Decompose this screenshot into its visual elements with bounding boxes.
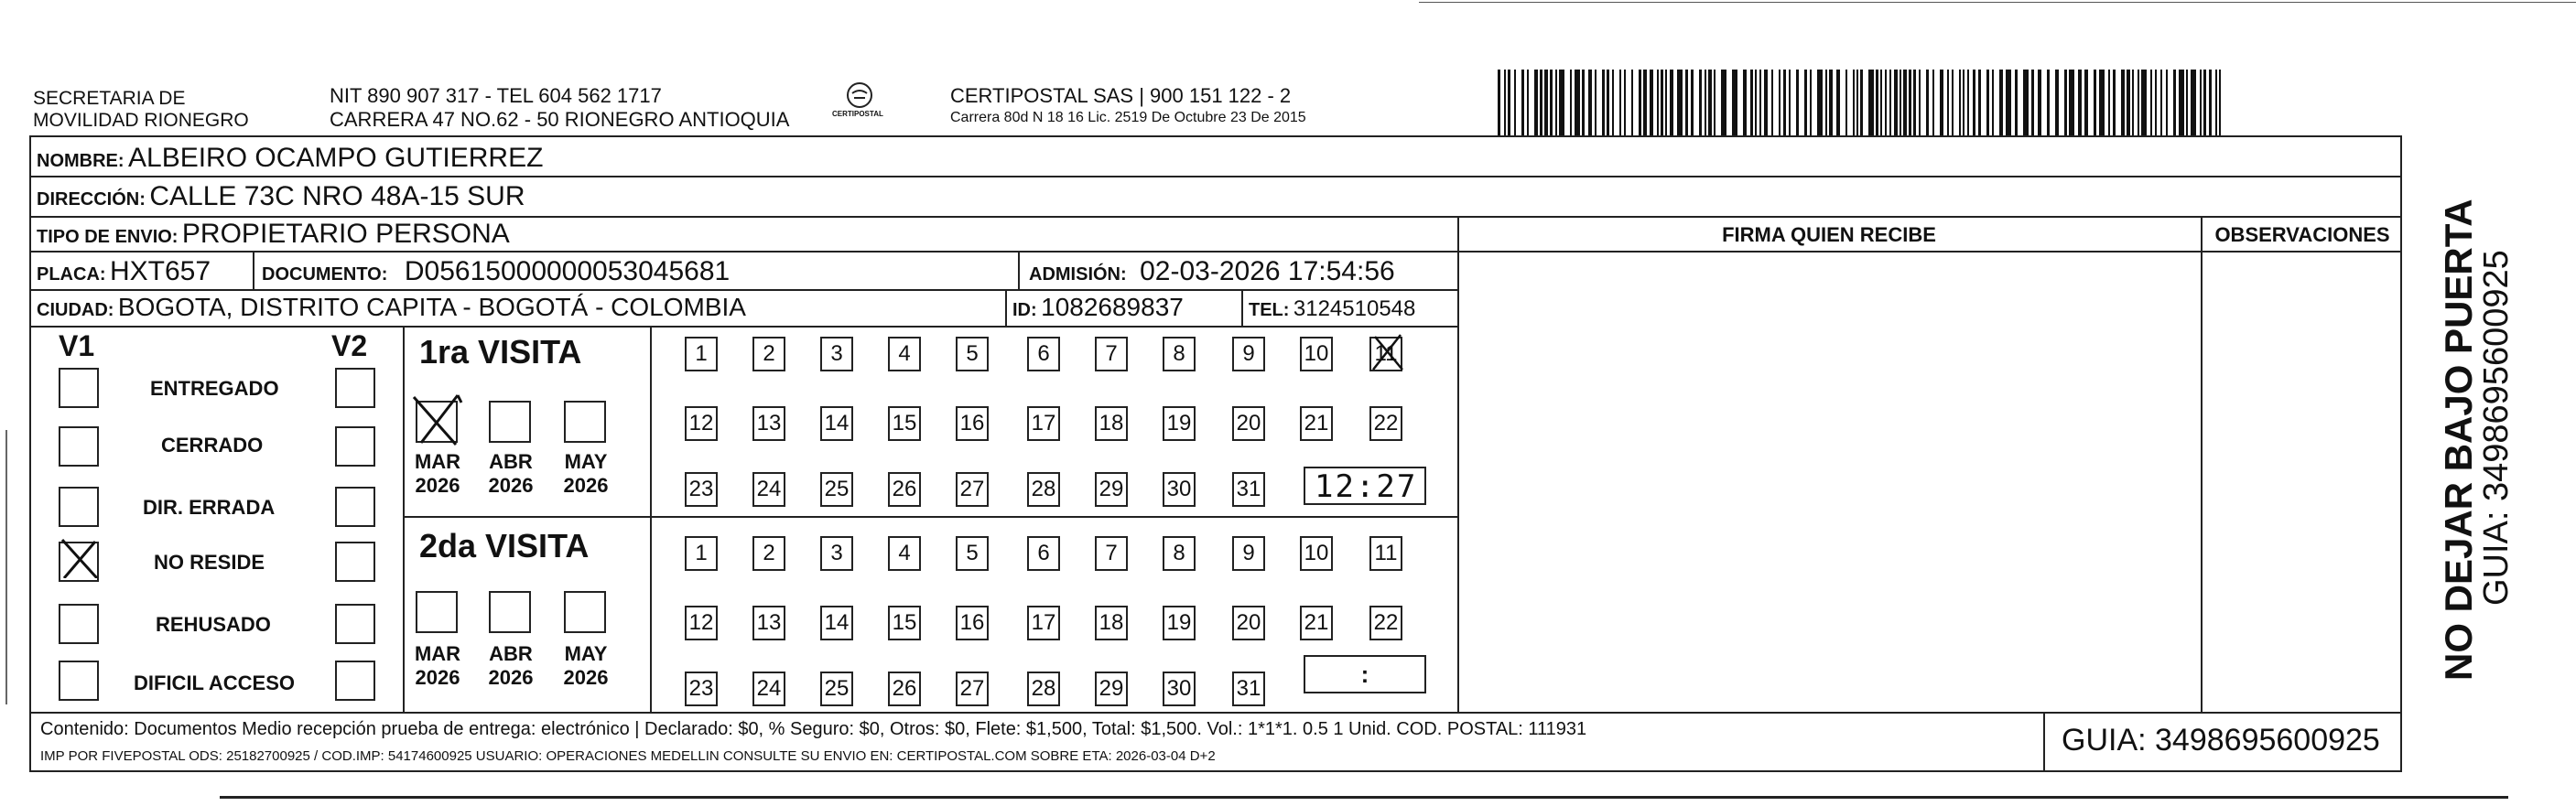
- direccion-value: CALLE 73C NRO 48A-15 SUR: [149, 181, 525, 211]
- barcode-bar: [2209, 70, 2212, 135]
- barcode-bar: [1544, 70, 1548, 135]
- barcode-bar: [1650, 70, 1653, 135]
- first-visit-day-25[interactable]: 25: [820, 472, 853, 507]
- second-visit-day-10[interactable]: 10: [1300, 536, 1333, 571]
- first-visit-day-18[interactable]: 18: [1095, 406, 1128, 441]
- barcode-bar: [2219, 70, 2221, 135]
- barcode-bar: [1540, 70, 1542, 135]
- second-visit-day-31[interactable]: 31: [1232, 672, 1265, 706]
- nombre-label: NOMBRE:: [37, 151, 124, 171]
- certipostal-logo: [828, 81, 891, 126]
- second-visit-day-26[interactable]: 26: [888, 672, 921, 706]
- month-label: ABR: [489, 642, 533, 665]
- col-divider: [1457, 216, 1459, 712]
- second-visit-day-18[interactable]: 18: [1095, 606, 1128, 640]
- barcode-bar: [2038, 70, 2041, 135]
- tipo-envio-field: [37, 219, 510, 250]
- placa-field: [37, 256, 211, 287]
- row-divider: [29, 712, 2402, 714]
- col-divider: [1241, 289, 1243, 326]
- barcode-bar: [2099, 70, 2105, 135]
- ciudad-label: CIUDAD:: [37, 300, 114, 320]
- barcode-bar: [1714, 70, 1716, 135]
- documento-label: DOCUMENTO:: [262, 264, 388, 285]
- second-visit-day-21[interactable]: 21: [1300, 606, 1333, 640]
- barcode-bar: [1919, 70, 1921, 135]
- second-visit-day-25[interactable]: 25: [820, 672, 853, 706]
- second-visit-month-mar-box[interactable]: [416, 591, 458, 633]
- barcode-bar: [1721, 70, 1726, 135]
- barcode-bar: [1498, 70, 1500, 135]
- second-visit-day-7[interactable]: 7: [1095, 536, 1128, 571]
- barcode-bar: [1624, 70, 1626, 135]
- first-visit-month-mar-box[interactable]: [416, 401, 458, 443]
- barcode-bar: [1508, 70, 1510, 135]
- col-divider: [2043, 712, 2045, 772]
- barcode-bar: [2113, 70, 2116, 135]
- barcode-bar: [2064, 70, 2067, 135]
- barcode-bar: [1743, 70, 1747, 135]
- barcode-bar: [1903, 70, 1907, 135]
- tipo-envio-label: TIPO DE ENVIO:: [37, 227, 179, 247]
- documento-value: D05615000000053045681: [404, 256, 731, 286]
- v1-label: V1: [59, 329, 95, 362]
- barcode-bar: [2084, 70, 2088, 135]
- barcode-bar: [1909, 70, 1911, 135]
- barcode-bar: [1853, 70, 1855, 135]
- barcode-bar: [1639, 70, 1641, 135]
- barcode-bar: [2138, 70, 2139, 135]
- first-visit-day-20[interactable]: 20: [1232, 406, 1265, 441]
- barcode-bar: [1559, 70, 1564, 135]
- footer-content-line: Contenido: Documentos Medio recepción prueba de entrega: electrónico | Declarado: $0, % Seguro: $0, Otros: $0, Flete: $1,500, Total: $1,500. Vol.: 1*1*1. 0.5 1 Unid. COD. POSTAL: 111931: [40, 719, 1587, 739]
- first-visit-month-abr: [485, 450, 536, 498]
- second-visit-day-15[interactable]: 15: [888, 606, 921, 640]
- second-visit-month-abr-box[interactable]: [489, 591, 531, 633]
- month-label: MAR: [414, 642, 461, 665]
- scan-edge-line: [1419, 2, 2576, 3]
- scan-edge-line: [220, 796, 2508, 799]
- first-visit-day-13[interactable]: 13: [752, 406, 785, 441]
- first-visit-day-1[interactable]: 1: [685, 337, 718, 371]
- barcode-bar: [2179, 70, 2184, 135]
- placa-value: HXT657: [110, 256, 211, 286]
- barcode-bar: [1677, 70, 1683, 135]
- second-visit-day-9[interactable]: 9: [1232, 536, 1265, 571]
- barcode-bar: [1685, 70, 1688, 135]
- v1-checkbox-entregado[interactable]: [59, 368, 99, 408]
- first-visit-day-17[interactable]: 17: [1027, 406, 1060, 441]
- status-dir-errada: DIR. ERRADA: [143, 496, 276, 519]
- second-visit-day-22[interactable]: 22: [1369, 606, 1402, 640]
- month-label: MAY: [564, 450, 608, 473]
- barcode-bar: [1880, 70, 1882, 135]
- v2-label: V2: [331, 329, 368, 362]
- second-visit-day-13[interactable]: 13: [752, 606, 785, 640]
- first-visit-day-27[interactable]: 27: [956, 472, 989, 507]
- first-visit-day-30[interactable]: 30: [1163, 472, 1196, 507]
- barcode-bar: [1986, 70, 1989, 135]
- barcode-bar: [2155, 70, 2157, 135]
- footer-imp-line: IMP POR FIVEPOSTAL ODS: 25182700925 / COD.IMP: 54174600925 USUARIO: OPERACIONES MEDELLIN CONSULTE SU ENVIO EN: CERTIPOSTAL.COM SOBRE ETA: 2026-03-04 D+2: [40, 748, 1216, 764]
- barcode-bar: [1894, 70, 1898, 135]
- second-visit-day-17[interactable]: 17: [1027, 606, 1060, 640]
- barcode-bar: [1588, 70, 1592, 135]
- first-visit-day-14[interactable]: 14: [820, 406, 853, 441]
- tel-field: [1249, 296, 1415, 322]
- barcode-bar: [1527, 70, 1529, 135]
- first-visit-day-26[interactable]: 26: [888, 472, 921, 507]
- barcode-bar: [1661, 70, 1663, 135]
- second-visit-day-28[interactable]: 28: [1027, 672, 1060, 706]
- barcode-bar: [1932, 70, 1934, 135]
- barcode-bar: [1504, 70, 1506, 135]
- documento-field: [262, 256, 730, 287]
- barcode-bar: [1705, 70, 1706, 135]
- second-visit-day-20[interactable]: 20: [1232, 606, 1265, 640]
- barcode-bar: [1612, 70, 1614, 135]
- barcode-bar: [1856, 70, 1858, 135]
- barcode-bar: [1582, 70, 1585, 135]
- placa-label: PLACA:: [37, 264, 106, 285]
- barcode-bar: [1764, 70, 1768, 135]
- barcode: [1498, 70, 2226, 135]
- barcode-bar: [1602, 70, 1605, 135]
- row-divider: [29, 176, 2402, 177]
- barcode-bar: [2015, 70, 2018, 135]
- barcode-bar: [1900, 70, 1901, 135]
- barcode-bar: [1691, 70, 1694, 135]
- barcode-bar: [1619, 70, 1621, 135]
- year-label: 2026: [415, 474, 460, 497]
- second-visit-day-14[interactable]: 14: [820, 606, 853, 640]
- barcode-bar: [1759, 70, 1761, 135]
- second-visit-day-11[interactable]: 11: [1369, 536, 1402, 571]
- v2-checkbox-entregado[interactable]: [335, 368, 375, 408]
- col-divider: [1005, 289, 1007, 326]
- barcode-bar: [2203, 70, 2206, 135]
- barcode-bar: [2150, 70, 2152, 135]
- col-divider: [2201, 216, 2203, 712]
- barcode-bar: [2141, 70, 2147, 135]
- first-visit-time-box[interactable]: [1304, 467, 1426, 505]
- address-line: CARRERA 47 NO.62 - 50 RIONEGRO ANTIOQUIA: [330, 108, 790, 131]
- second-visit-day-19[interactable]: 19: [1163, 606, 1196, 640]
- first-visit-day-7[interactable]: 7: [1095, 337, 1128, 371]
- id-field: [1012, 293, 1184, 322]
- barcode-bar: [1550, 70, 1553, 135]
- status-entregado: ENTREGADO: [150, 377, 279, 400]
- month-label: MAR: [414, 450, 461, 473]
- first-visit-day-4[interactable]: 4: [888, 337, 921, 371]
- barcode-bar: [2191, 70, 2196, 135]
- no-dejar-bajo-puerta-text: NO DEJAR BAJO PUERTA: [2437, 199, 2480, 681]
- barcode-bar: [1829, 70, 1833, 135]
- barcode-bar: [2047, 70, 2050, 135]
- col-divider: [1018, 251, 1020, 289]
- barcode-bar: [2166, 70, 2168, 135]
- barcode-bar: [2094, 70, 2096, 135]
- scan-edge-line: [5, 430, 7, 704]
- tel-value: 3124510548: [1293, 296, 1416, 321]
- year-label: 2026: [488, 474, 534, 497]
- barcode-bar: [2186, 70, 2188, 135]
- barcode-bar: [1534, 70, 1538, 135]
- first-visit-month-mar: [412, 450, 463, 498]
- year-label: 2026: [563, 666, 609, 689]
- id-value: 1082689837: [1041, 293, 1184, 321]
- second-visit-day-16[interactable]: 16: [956, 606, 989, 640]
- tel-label: TEL:: [1249, 300, 1290, 320]
- status-dificil-acceso: DIFICIL ACCESO: [134, 672, 296, 694]
- second-visit-month-mar: [412, 642, 463, 690]
- org-line-1: SECRETARIA DE: [33, 88, 186, 109]
- v1-checkbox-cerrado[interactable]: [59, 426, 99, 467]
- barcode-bar: [1699, 70, 1702, 135]
- first-visit-title: 1ra VISITA: [419, 333, 582, 371]
- company-line: CERTIPOSTAL SAS | 900 151 122 - 2: [950, 84, 1292, 107]
- row-divider: [403, 516, 1457, 518]
- checked-x-mark: [410, 392, 465, 446]
- ciudad-field: [37, 293, 746, 322]
- second-visit-day-27[interactable]: 27: [956, 672, 989, 706]
- v2-checkbox-rehusado[interactable]: [335, 604, 375, 644]
- logo-text: CERTIPOSTAL: [832, 110, 883, 118]
- status-cerrado: CERRADO: [161, 434, 264, 457]
- second-visit-day-1[interactable]: 1: [685, 536, 718, 571]
- ciudad-value: BOGOTA, DISTRITO CAPITA - BOGOTÁ - COLOMBIA: [117, 293, 746, 321]
- barcode-bar: [1771, 70, 1773, 135]
- barcode-bar: [1750, 70, 1753, 135]
- row-divider: [29, 216, 2402, 218]
- second-visit-day-30[interactable]: 30: [1163, 672, 1196, 706]
- barcode-bar: [1595, 70, 1596, 135]
- barcode-bar: [2173, 70, 2176, 135]
- second-visit-month-abr: [485, 642, 536, 690]
- barcode-bar: [2006, 70, 2011, 135]
- barcode-bar: [1845, 70, 1847, 135]
- footer-guia: GUIA: 3498695600925: [2062, 723, 2380, 758]
- barcode-bar: [1825, 70, 1827, 135]
- v2-checkbox-dir-errada[interactable]: [335, 487, 375, 527]
- barcode-bar: [1876, 70, 1878, 135]
- license-line: Carrera 80d N 18 16 Lic. 2519 De Octubre 23 De 2015: [950, 110, 1306, 125]
- firma-header: FIRMA QUIEN RECIBE: [1722, 223, 1936, 246]
- barcode-bar: [1789, 70, 1791, 135]
- barcode-bar: [2078, 70, 2082, 135]
- barcode-bar: [1963, 70, 1964, 135]
- barcode-bar: [1978, 70, 1981, 135]
- year-label: 2026: [488, 666, 534, 689]
- first-visit-day-12[interactable]: 12: [685, 406, 718, 441]
- nombre-value: ALBEIRO OCAMPO GUTIERREZ: [128, 143, 544, 173]
- barcode-bar: [1992, 70, 1994, 135]
- org-line-2: MOVILIDAD RIONEGRO: [33, 110, 249, 131]
- barcode-bar: [1755, 70, 1757, 135]
- barcode-bar: [1670, 70, 1673, 135]
- barcode-bar: [1779, 70, 1780, 135]
- admision-label: ADMISIÓN:: [1029, 264, 1127, 285]
- row-divider: [29, 251, 2402, 253]
- id-label: ID:: [1012, 300, 1037, 320]
- barcode-bar: [1521, 70, 1524, 135]
- barcode-bar: [1926, 70, 1929, 135]
- barcode-bar: [1657, 70, 1659, 135]
- barcode-bar: [1889, 70, 1891, 135]
- first-visit-day-6[interactable]: 6: [1027, 337, 1060, 371]
- barcode-bar: [2031, 70, 2034, 135]
- barcode-bar: [2132, 70, 2134, 135]
- checked-x-mark: [1369, 333, 1406, 371]
- first-visit-day-22[interactable]: 22: [1369, 406, 1402, 441]
- first-visit-time-value: 12:27: [1315, 468, 1418, 505]
- barcode-bar: [2069, 70, 2074, 135]
- barcode-bar: [1514, 70, 1516, 135]
- col-divider: [403, 326, 405, 712]
- barcode-bar: [1665, 70, 1667, 135]
- barcode-bar: [2055, 70, 2059, 135]
- first-visit-day-5[interactable]: 5: [956, 337, 989, 371]
- direccion-field: [37, 181, 525, 212]
- v1-checkbox-dificil-acceso[interactable]: [59, 661, 99, 701]
- barcode-bar: [1555, 70, 1557, 135]
- first-visit-month-may-box[interactable]: [564, 401, 606, 443]
- barcode-bar: [1796, 70, 1799, 135]
- side-guia-text: GUIA: 3498695600925: [2477, 250, 2516, 606]
- barcode-bar: [1708, 70, 1712, 135]
- barcode-bar: [1817, 70, 1823, 135]
- second-visit-day-8[interactable]: 8: [1163, 536, 1196, 571]
- barcode-bar: [1631, 70, 1633, 135]
- second-visit-title: 2da VISITA: [419, 527, 590, 564]
- v1-checkbox-no-reside[interactable]: [59, 542, 99, 582]
- admision-field: [1029, 256, 1395, 287]
- barcode-bar: [1959, 70, 1961, 135]
- year-label: 2026: [563, 474, 609, 497]
- second-visit-time-value: :: [1360, 661, 1369, 688]
- v2-checkbox-cerrado[interactable]: [335, 426, 375, 467]
- checked-x-mark: [59, 538, 99, 578]
- row-divider: [29, 326, 1457, 328]
- first-visit-day-21[interactable]: 21: [1300, 406, 1333, 441]
- first-visit-month-abr-box[interactable]: [489, 401, 531, 443]
- barcode-bar: [1607, 70, 1609, 135]
- second-visit-day-6[interactable]: 6: [1027, 536, 1060, 571]
- second-visit-day-5[interactable]: 5: [956, 536, 989, 571]
- second-visit-month-may-box[interactable]: [564, 591, 606, 633]
- year-label: 2026: [415, 666, 460, 689]
- col-divider: [253, 251, 254, 289]
- barcode-bar: [2200, 70, 2202, 135]
- second-visit-day-29[interactable]: 29: [1095, 672, 1128, 706]
- barcode-bar: [1952, 70, 1954, 135]
- admision-value: 02-03-2026 17:54:56: [1140, 256, 1395, 286]
- second-visit-day-4[interactable]: 4: [888, 536, 921, 571]
- barcode-bar: [1999, 70, 2003, 135]
- barcode-bar: [1804, 70, 1807, 135]
- barcode-bar: [1860, 70, 1863, 135]
- nit-line: NIT 890 907 317 - TEL 604 562 1717: [330, 84, 662, 107]
- observaciones-header: OBSERVACIONES: [2214, 223, 2390, 246]
- status-rehusado: REHUSADO: [156, 613, 271, 636]
- first-visit-day-23[interactable]: 23: [685, 472, 718, 507]
- first-visit-day-10[interactable]: 10: [1300, 337, 1333, 371]
- first-visit-day-19[interactable]: 19: [1163, 406, 1196, 441]
- barcode-bar: [1967, 70, 1969, 135]
- first-visit-day-24[interactable]: 24: [752, 472, 785, 507]
- barcode-bar: [2215, 70, 2217, 135]
- barcode-bar: [1810, 70, 1812, 135]
- barcode-bar: [1783, 70, 1786, 135]
- barcode-bar: [1570, 70, 1572, 135]
- barcode-bar: [1732, 70, 1737, 135]
- first-visit-day-9[interactable]: 9: [1232, 337, 1265, 371]
- second-visit-day-12[interactable]: 12: [685, 606, 718, 640]
- tipo-envio-value: PROPIETARIO PERSONA: [181, 219, 510, 249]
- first-visit-day-29[interactable]: 29: [1095, 472, 1128, 507]
- first-visit-day-31[interactable]: 31: [1232, 472, 1265, 507]
- barcode-bar: [2127, 70, 2130, 135]
- barcode-bar: [1913, 70, 1916, 135]
- second-visit-time-box[interactable]: [1304, 655, 1426, 693]
- row-divider: [29, 289, 1457, 291]
- v2-checkbox-dificil-acceso[interactable]: [335, 661, 375, 701]
- second-visit-day-23[interactable]: 23: [685, 672, 718, 706]
- nombre-field: [37, 143, 543, 174]
- first-visit-day-2[interactable]: 2: [752, 337, 785, 371]
- barcode-bar: [2121, 70, 2125, 135]
- v2-checkbox-no-reside[interactable]: [335, 542, 375, 582]
- second-visit-day-3[interactable]: 3: [820, 536, 853, 571]
- v1-checkbox-dir-errada[interactable]: [59, 487, 99, 527]
- barcode-bar: [1947, 70, 1949, 135]
- second-visit-month-may: [560, 642, 612, 690]
- barcode-bar: [1868, 70, 1874, 135]
- barcode-bar: [2108, 70, 2110, 135]
- second-visit-day-24[interactable]: 24: [752, 672, 785, 706]
- barcode-bar: [1940, 70, 1943, 135]
- direccion-label: DIRECCIÓN:: [37, 189, 146, 210]
- v1-checkbox-rehusado[interactable]: [59, 604, 99, 644]
- first-visit-day-8[interactable]: 8: [1163, 337, 1196, 371]
- barcode-bar: [2023, 70, 2029, 135]
- first-visit-day-3[interactable]: 3: [820, 337, 853, 371]
- first-visit-day-16[interactable]: 16: [956, 406, 989, 441]
- first-visit-day-28[interactable]: 28: [1027, 472, 1060, 507]
- status-no-reside: NO RESIDE: [154, 551, 265, 574]
- barcode-bar: [1973, 70, 1975, 135]
- barcode-bar: [1836, 70, 1840, 135]
- first-visit-month-may: [560, 450, 612, 498]
- barcode-bar: [1643, 70, 1647, 135]
- first-visit-day-15[interactable]: 15: [888, 406, 921, 441]
- col-divider: [650, 326, 652, 712]
- second-visit-day-2[interactable]: 2: [752, 536, 785, 571]
- barcode-bar: [2160, 70, 2162, 135]
- first-visit-day-11[interactable]: 11: [1369, 337, 1402, 371]
- barcode-bar: [1575, 70, 1580, 135]
- barcode-bar: [1885, 70, 1887, 135]
- month-label: ABR: [489, 450, 533, 473]
- month-label: MAY: [564, 642, 608, 665]
